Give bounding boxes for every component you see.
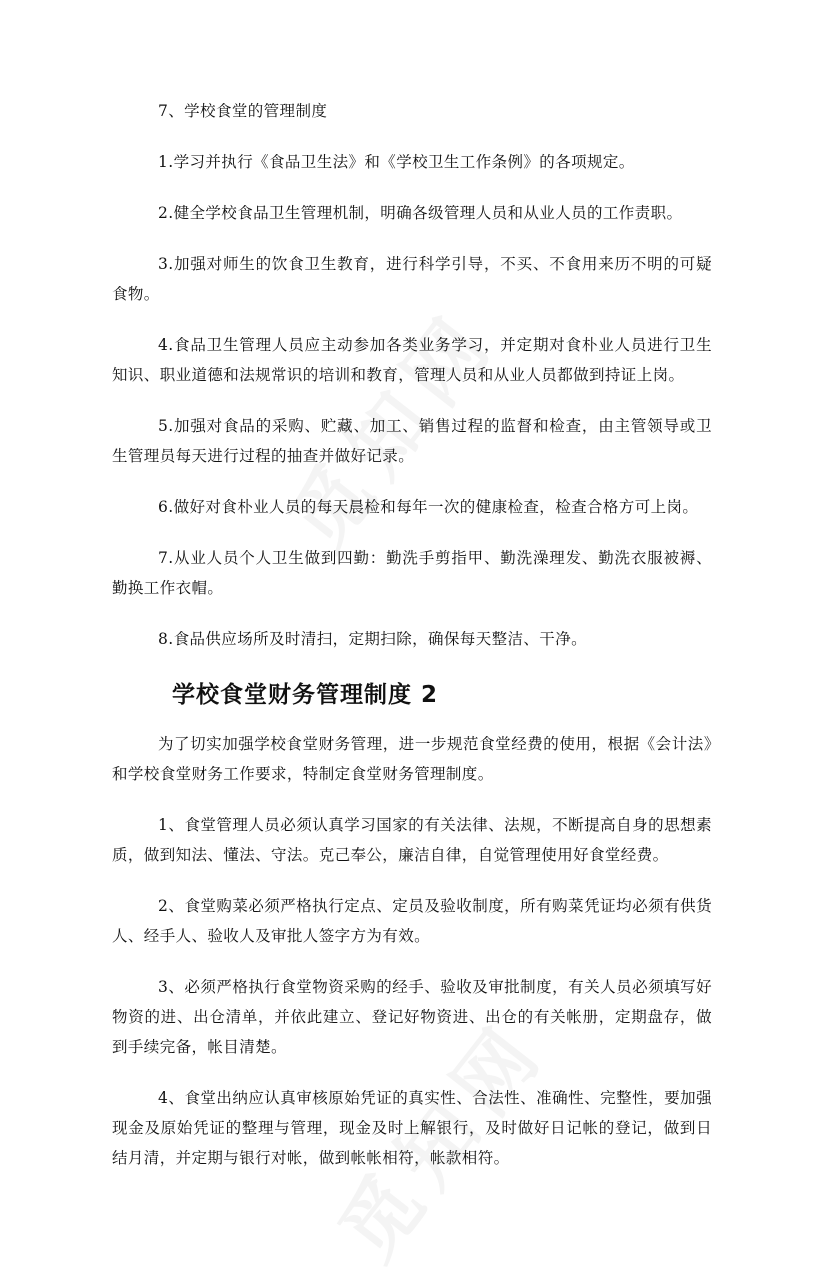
section-heading: 学校食堂财务管理制度 2 bbox=[172, 682, 439, 708]
intro-paragraph: 为了切实加强学校食堂财务管理，进一步规范食堂经费的使用，根据《会计法》和学校食堂财务工作要求，特制定食堂财务管理制度。 bbox=[112, 735, 712, 783]
section-title: 7、学校食堂的管理制度 bbox=[158, 102, 328, 120]
list-item: 6.做好对食朴业人员的每天晨检和每年一次的健康检查，检查合格方可上岗。 bbox=[158, 498, 699, 516]
list-item: 4、食堂出纳应认真审核原始凭证的真实性、合法性、准确性、完整性，要加强现金及原始凭证的整理与管理，现金及时上解银行，及时做好日记帐的登记，做到日结月清，并定期与银行对帐，做到帐帐相符，帐款相符。 bbox=[112, 1089, 712, 1167]
list-item: 5.加强对食品的采购、贮藏、加工、销售过程的监督和检查，由主管领导或卫生管理员每天进行过程的抽查并做好记录。 bbox=[112, 417, 712, 465]
list-item: 2、食堂购菜必须严格执行定点、定员及验收制度，所有购菜凭证均必须有供货人、经手人、验收人及审批人签字方为有效。 bbox=[112, 897, 712, 945]
list-item: 1、食堂管理人员必须认真学习国家的有关法律、法规，不断提高自身的思想素质，做到知法、懂法、守法。克己奉公，廉洁自律，自觉管理使用好食堂经费。 bbox=[112, 816, 712, 864]
list-item: 1.学习并执行《食品卫生法》和《学校卫生工作条例》的各项规定。 bbox=[158, 153, 635, 171]
list-item: 3.加强对师生的饮食卫生教育，进行科学引导，不买、不食用来历不明的可疑食物。 bbox=[112, 255, 712, 303]
document-body bbox=[112, 96, 712, 1194]
list-item: 7.从业人员个人卫生做到四勤：勤洗手剪指甲、勤洗澡理发、勤洗衣服被褥、勤换工作衣帽。 bbox=[112, 549, 712, 597]
list-item: 4.食品卫生管理人员应主动参加各类业务学习，并定期对食朴业人员进行卫生知识、职业道德和法规常识的培训和教育，管理人员和从业人员都做到持证上岗。 bbox=[112, 336, 712, 384]
list-item: 3、必须严格执行食堂物资采购的经手、验收及审批制度，有关人员必须填写好物资的进、出仓清单，并依此建立、登记好物资进、出仓的有关帐册，定期盘存，做到手续完备，帐目清楚。 bbox=[112, 978, 712, 1056]
list-item: 8.食品供应场所及时清扫，定期扫除，确保每天整洁、干净。 bbox=[158, 630, 587, 648]
list-item: 2.健全学校食品卫生管理机制，明确各级管理人员和从业人员的工作责职。 bbox=[158, 204, 683, 222]
